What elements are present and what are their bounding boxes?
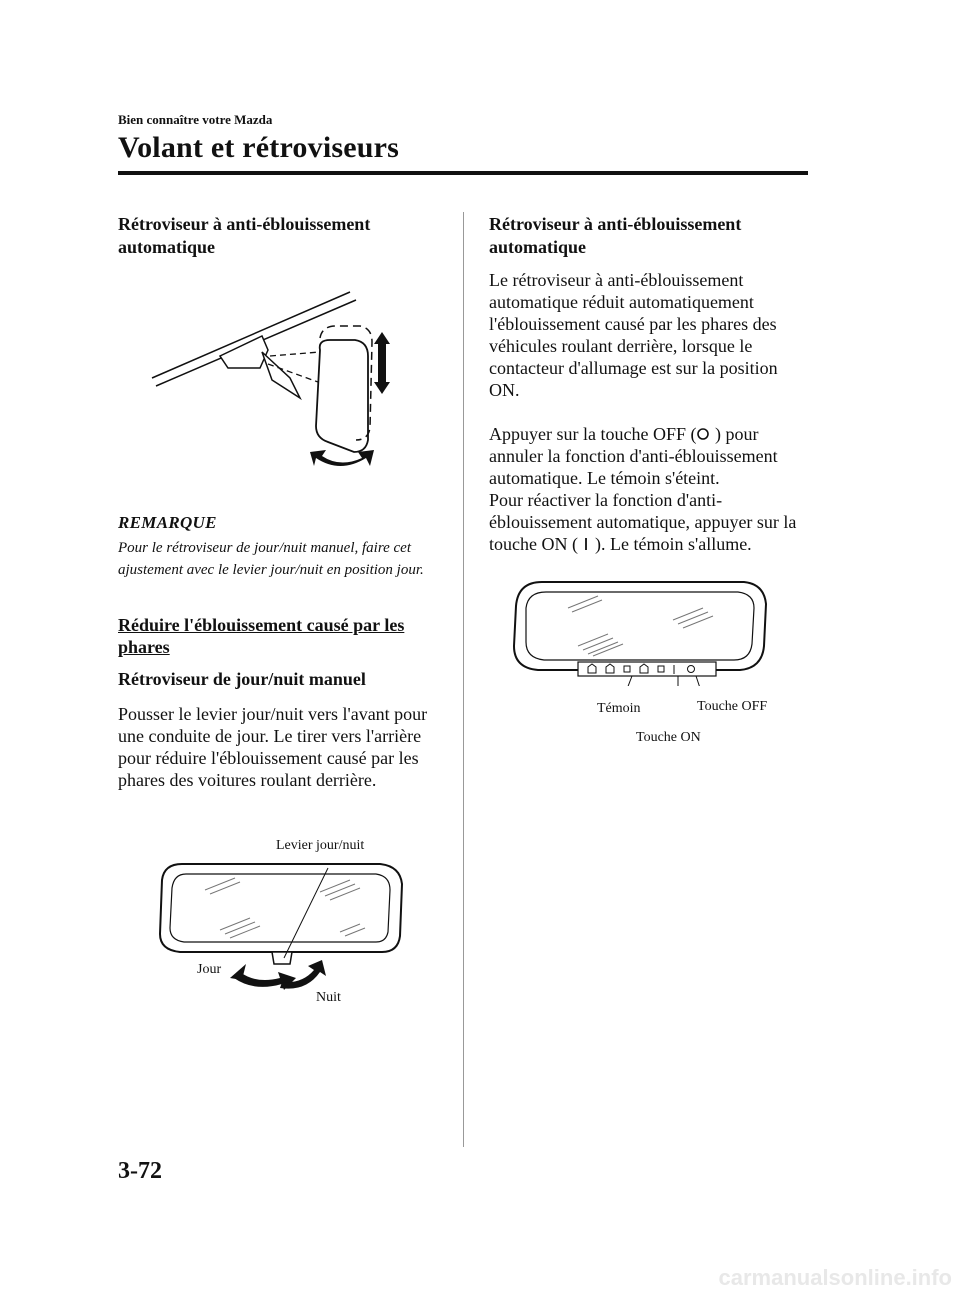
manual-heading: Rétroviseur de jour/nuit manuel — [118, 669, 366, 689]
lever-label: Levier jour/nuit — [276, 838, 365, 853]
off-symbol-icon — [696, 427, 710, 441]
off-text-pre: Appuyer sur la touche OFF ( — [489, 424, 697, 444]
watermark-logo — [536, 1263, 956, 1293]
glare-heading-block — [118, 614, 428, 658]
on-text-post: ). Le témoin s'allume. — [594, 534, 752, 554]
left-auto-heading: Rétroviseur à anti-éblouissement automatique — [118, 214, 371, 257]
day-label: Jour — [197, 962, 222, 977]
page-number: 3-72 — [118, 1158, 162, 1184]
right-intro-text: Le rétroviseur à anti-éblouissement automatique réduit automatiquement l'éblouissement causé par les phares des véhicules roulant derrière, lorsque le contacteur d'allumage est sur la position ON. — [489, 270, 778, 400]
on-button-label: Touche ON — [636, 730, 701, 745]
manual-mirror-block — [118, 668, 438, 791]
right-auto-heading: Rétroviseur à anti-éblouissement automatique — [489, 214, 742, 257]
svg-text:carmanualsonline.info: carmanualsonline.info — [718, 1265, 952, 1290]
on-text-pre: Pour réactiver la fonction d'anti-éblouissement automatique, appuyer sur la touche ON ( — [489, 490, 797, 554]
note-label: REMARQUE — [118, 513, 217, 532]
off-button-label: Touche OFF — [697, 699, 768, 714]
manual-mirror-illustration — [150, 860, 410, 1000]
note-text: Pour le rétroviseur de jour/nuit manuel, faire cet ajustement avec le levier jour/nuit en position jour. — [118, 540, 424, 578]
left-heading-auto-mirror — [118, 213, 418, 259]
note-block — [118, 513, 438, 581]
glare-heading: Réduire l'éblouissement causé par les phares — [118, 615, 405, 657]
on-symbol-icon — [582, 537, 590, 551]
right-off-on-text — [489, 423, 799, 555]
running-head: Bien connaître votre Mazda — [118, 112, 273, 127]
indicator-label: Témoin — [597, 701, 641, 716]
manual-text: Pousser le levier jour/nuit vers l'avant pour une conduite de jour. Le tirer vers l'arrière pour réduire l'éblouissement causé par les phares des voitures roulant derrière. — [118, 704, 428, 790]
section-title: Volant et rétroviseurs — [118, 131, 400, 164]
mirror-tilt-illustration — [150, 290, 390, 480]
right-auto-block — [489, 213, 799, 555]
column-divider — [463, 212, 464, 1147]
night-label: Nuit — [316, 990, 341, 1005]
auto-mirror-illustration — [508, 576, 770, 686]
header-rule — [118, 171, 808, 175]
off-text-post: ) pour annuler la fonction d'anti-éblouissement automatique. Le témoin s'éteint. — [489, 424, 778, 488]
